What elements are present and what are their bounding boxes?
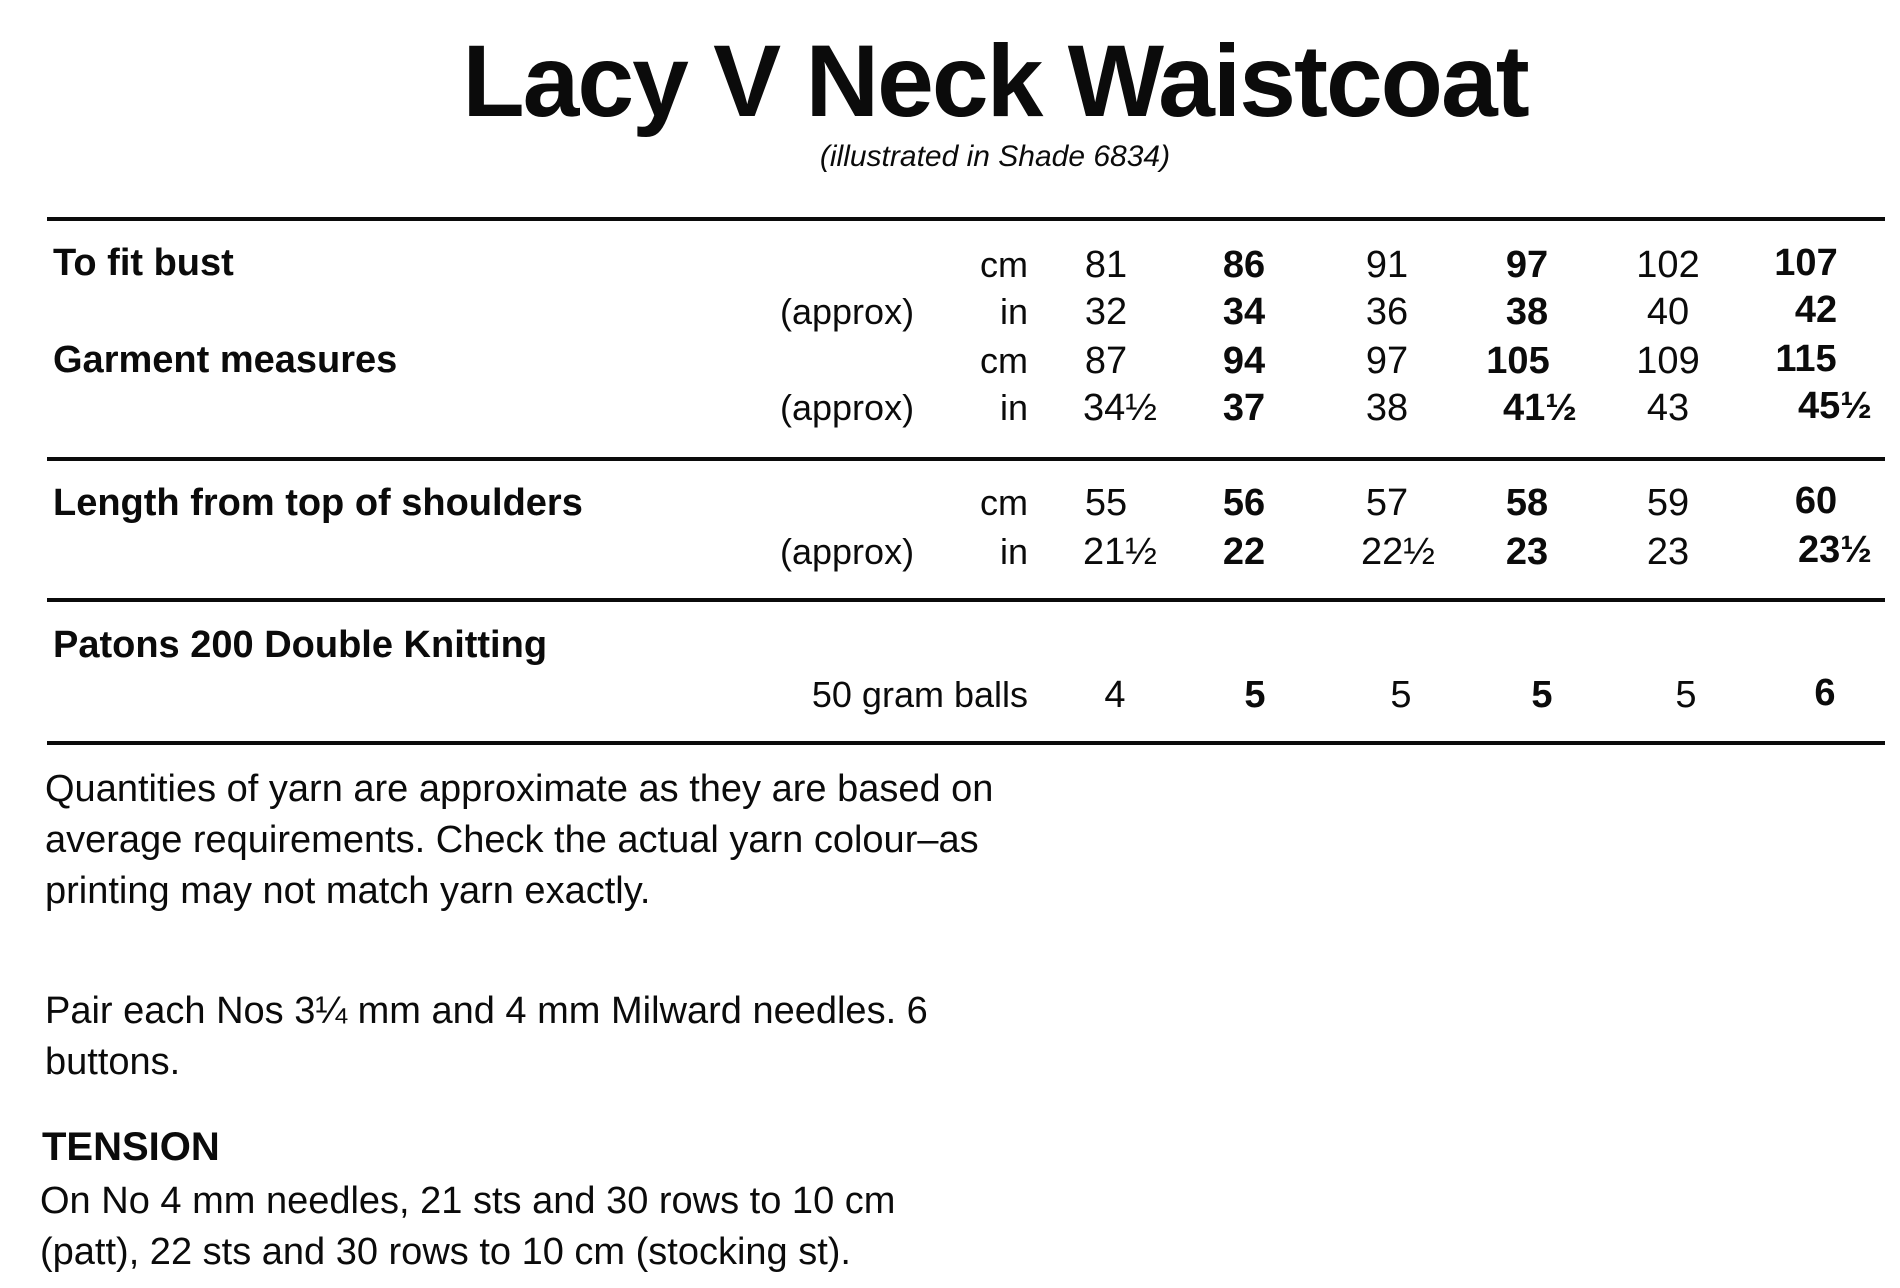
- unit-label: cm: [980, 340, 1028, 381]
- size-value: 23½: [1798, 529, 1872, 571]
- approx-label: (approx): [780, 387, 915, 428]
- tension-heading: TENSION: [42, 1125, 220, 1169]
- tension-text: On No 4 mm needles, 21 sts and 30 rows to 10 cm (patt), 22 sts and 30 rows to 10 cm (stocking st).: [40, 1180, 896, 1273]
- size-value: 34½: [1083, 387, 1157, 429]
- size-value: 34: [1222, 291, 1266, 333]
- size-value: 58: [1505, 482, 1549, 524]
- size-value: 5: [1675, 674, 1697, 716]
- size-value: 109: [1636, 340, 1700, 382]
- size-value: 22½: [1361, 531, 1435, 573]
- size-value: 97: [1505, 244, 1549, 286]
- size-value: 23: [1646, 531, 1690, 573]
- size-value: 23: [1505, 531, 1549, 573]
- size-value: 115: [1775, 338, 1837, 380]
- unit-label: in: [999, 387, 1028, 428]
- size-value: 5: [1390, 674, 1412, 716]
- unit-label: in: [999, 531, 1028, 572]
- table-rule-bottom: [47, 741, 1885, 745]
- size-value: 42: [1794, 289, 1838, 331]
- yarn-label: Patons 200 Double Knitting: [53, 624, 548, 666]
- size-value: 41½: [1503, 387, 1577, 429]
- size-value: 21½: [1083, 531, 1157, 573]
- table-rule: [47, 598, 1885, 602]
- unit-label: cm: [980, 244, 1028, 285]
- table-rule-top: [47, 217, 1885, 221]
- size-value: 6: [1814, 672, 1836, 714]
- size-value: 102: [1636, 244, 1700, 286]
- size-value: 32: [1084, 291, 1128, 333]
- length-label: Length from top of shoulders: [53, 482, 583, 524]
- size-value: 55: [1084, 482, 1128, 524]
- garment-label: Garment measures: [53, 339, 398, 381]
- unit-label: cm: [980, 482, 1028, 523]
- size-value: 57: [1365, 482, 1409, 524]
- size-value: 4: [1104, 674, 1126, 716]
- unit-label: in: [999, 291, 1028, 332]
- size-value: 22: [1222, 531, 1266, 573]
- size-value: 5: [1244, 674, 1266, 716]
- size-value: 86: [1222, 244, 1266, 286]
- size-value: 91: [1365, 244, 1409, 286]
- size-value: 36: [1365, 291, 1409, 333]
- size-value: 40: [1646, 291, 1690, 333]
- size-value: 107: [1774, 242, 1838, 284]
- size-value: 97: [1365, 340, 1409, 382]
- size-value: 87: [1084, 340, 1128, 382]
- table-rule: [47, 457, 1885, 461]
- yarn-quantity-note: Quantities of yarn are approximate as they are based on average requirements. Check the actual yarn colour–as printing may not match yarn exactly.: [45, 768, 994, 912]
- balls-unit-label: 50 gram balls: [811, 674, 1028, 715]
- size-value: 59: [1646, 482, 1690, 524]
- size-value: 81: [1084, 244, 1128, 286]
- bust-label: To fit bust: [53, 242, 234, 284]
- size-value: 60: [1794, 480, 1838, 522]
- pattern-title: Lacy V Neck Waistcoat: [462, 24, 1528, 138]
- size-value: 43: [1646, 387, 1690, 429]
- size-value: 5: [1531, 674, 1553, 716]
- size-value: 38: [1505, 291, 1549, 333]
- size-value: 38: [1365, 387, 1409, 429]
- needles-note: Pair each Nos 3¼ mm and 4 mm Milward needles. 6 buttons.: [45, 990, 928, 1083]
- size-value: 105: [1486, 340, 1550, 382]
- size-value: 37: [1222, 387, 1266, 429]
- approx-label: (approx): [780, 531, 915, 572]
- size-value: 94: [1222, 340, 1266, 382]
- approx-label: (approx): [780, 291, 915, 332]
- pattern-subtitle: (illustrated in Shade 6834): [819, 140, 1171, 173]
- size-value: 56: [1222, 482, 1266, 524]
- size-value: 45½: [1798, 385, 1872, 427]
